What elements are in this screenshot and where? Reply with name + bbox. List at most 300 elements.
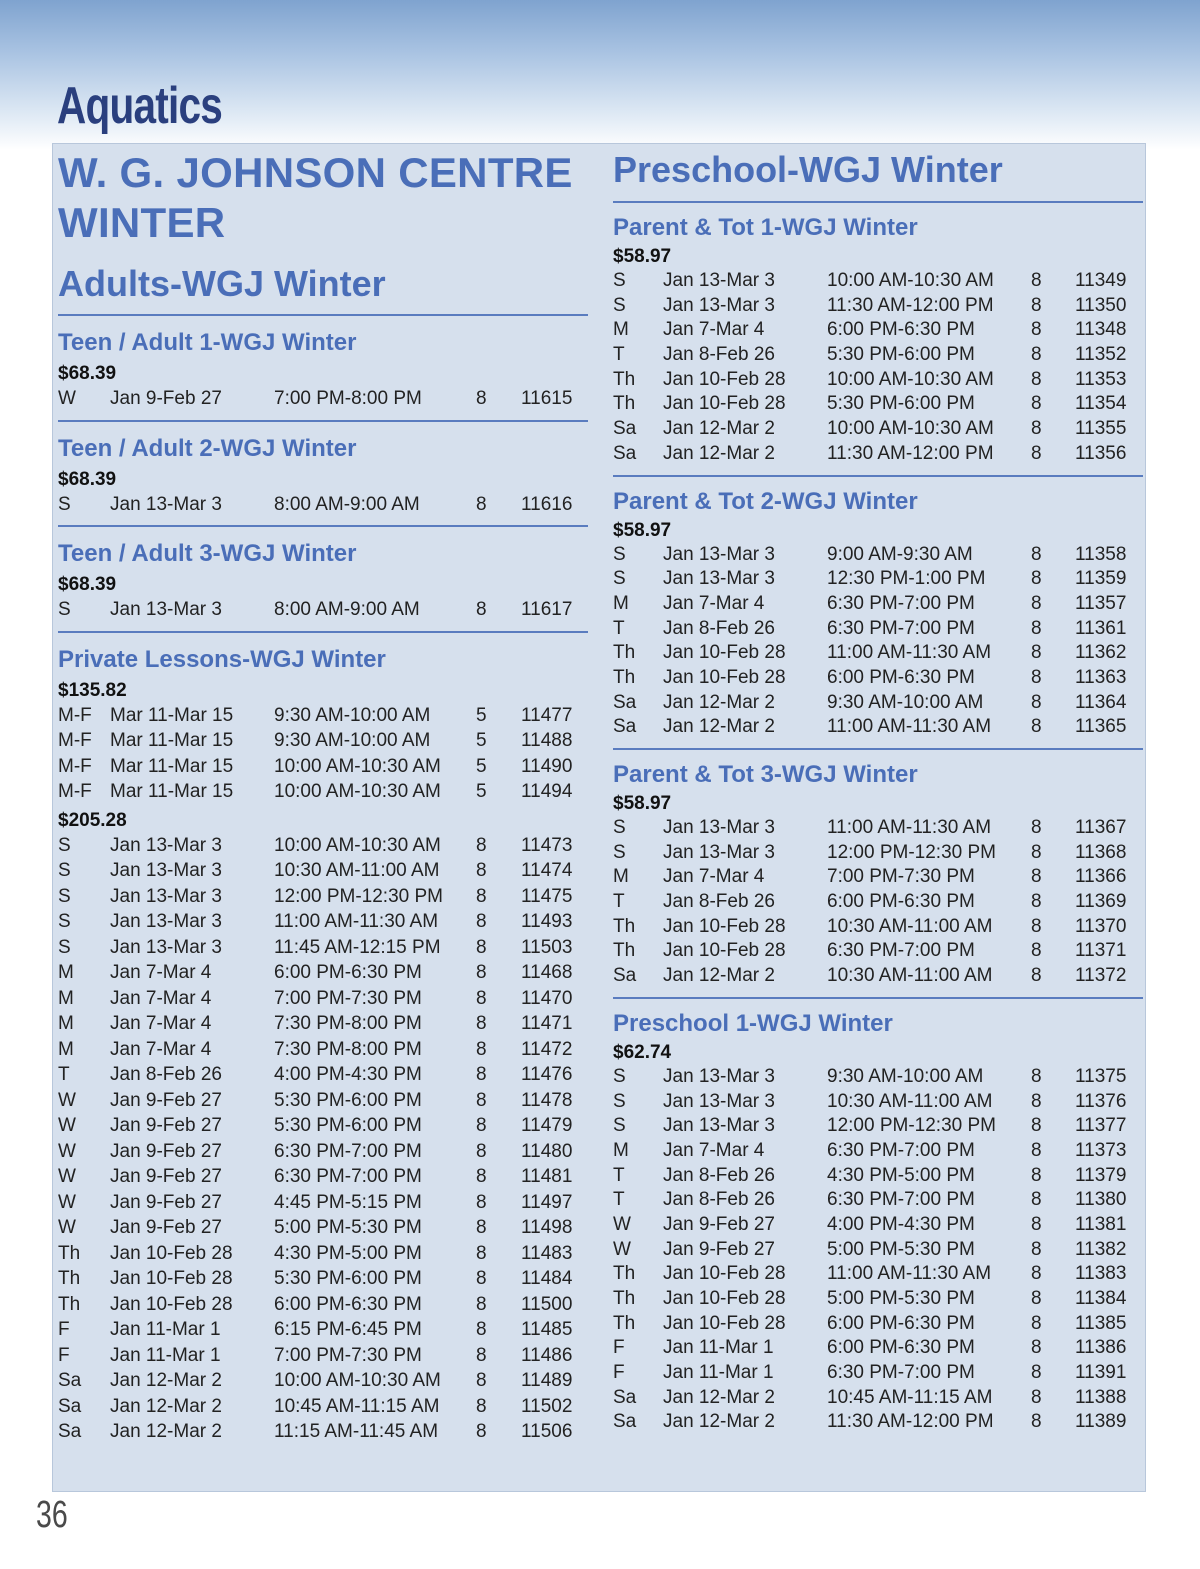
dates-cell: Jan 7-Mar 4 bbox=[110, 1013, 212, 1034]
dates-cell: Mar 11-Mar 15 bbox=[110, 704, 234, 726]
sessions-cell: 8 bbox=[1031, 866, 1042, 888]
dates-cell: Jan 7-Mar 4 bbox=[110, 1038, 212, 1060]
schedule-row bbox=[58, 1139, 588, 1165]
schedule-row bbox=[58, 1317, 588, 1343]
course-code-cell: 11479 bbox=[521, 1115, 573, 1136]
sessions-cell: 8 bbox=[476, 885, 487, 907]
sessions-cell: 8 bbox=[476, 1293, 487, 1315]
schedule-row bbox=[58, 1394, 588, 1420]
sessions-cell: 8 bbox=[1031, 915, 1042, 937]
day-cell: S bbox=[613, 568, 626, 590]
sessions-cell: 8 bbox=[1031, 270, 1042, 291]
dates-cell: Jan 12-Mar 2 bbox=[110, 1370, 222, 1391]
dates-cell: Jan 11-Mar 1 bbox=[663, 1362, 774, 1384]
time-cell: 7:00 PM-7:30 PM bbox=[274, 1344, 422, 1366]
time-cell: 6:15 PM-6:45 PM bbox=[274, 1319, 422, 1340]
schedule-row bbox=[613, 1312, 1143, 1337]
schedule-row bbox=[613, 1262, 1143, 1287]
course-code-cell: 11474 bbox=[521, 860, 573, 881]
sessions-cell: 8 bbox=[1031, 319, 1042, 341]
price-label: $205.28 bbox=[58, 809, 127, 831]
day-cell: Sa bbox=[613, 418, 637, 440]
course-code-cell: 11484 bbox=[521, 1268, 573, 1289]
day-cell: S bbox=[58, 860, 71, 881]
course-code-cell: 11354 bbox=[1075, 393, 1127, 415]
time-cell: 7:00 PM-7:30 PM bbox=[274, 987, 422, 1009]
dates-cell: Jan 10-Feb 28 bbox=[663, 368, 786, 390]
course-code-cell: 11366 bbox=[1075, 866, 1127, 888]
time-cell: 6:00 PM-6:30 PM bbox=[827, 891, 975, 913]
schedule-row bbox=[613, 715, 1143, 740]
sessions-cell: 8 bbox=[1031, 1411, 1042, 1433]
sessions-cell: 5 bbox=[476, 781, 487, 802]
day-cell: M bbox=[58, 987, 74, 1009]
day-cell: Sa bbox=[613, 691, 637, 713]
schedule-row bbox=[613, 269, 1143, 294]
course-code-cell: 11368 bbox=[1075, 841, 1127, 863]
dates-cell: Jan 12-Mar 2 bbox=[663, 418, 775, 440]
sessions-cell: 8 bbox=[476, 1344, 487, 1366]
price-label: $68.39 bbox=[58, 468, 117, 490]
dates-cell: Jan 9-Feb 27 bbox=[110, 1115, 222, 1136]
dates-cell: Jan 9-Feb 27 bbox=[110, 388, 222, 409]
class-title: Teen / Adult 1-WGJ Winter bbox=[58, 329, 357, 356]
dates-cell: Jan 13-Mar 3 bbox=[663, 1065, 775, 1087]
time-cell: 7:30 PM-8:00 PM bbox=[274, 1038, 422, 1060]
price-label: $58.97 bbox=[613, 519, 672, 541]
time-cell: 9:30 AM-10:00 AM bbox=[274, 704, 431, 726]
day-cell: Sa bbox=[613, 1386, 637, 1408]
group-title-preschool: Preschool-WGJ Winter bbox=[613, 149, 1003, 190]
day-cell: S bbox=[613, 817, 626, 838]
time-cell: 6:30 PM-7:00 PM bbox=[274, 1140, 422, 1162]
dates-cell: Mar 11-Mar 15 bbox=[110, 781, 234, 802]
course-code-cell: 11369 bbox=[1075, 891, 1127, 913]
schedule-row bbox=[58, 935, 588, 961]
dates-cell: Jan 12-Mar 2 bbox=[663, 716, 775, 738]
course-code-cell: 11386 bbox=[1075, 1337, 1127, 1359]
sessions-cell: 8 bbox=[1031, 1386, 1042, 1408]
course-code-cell: 11483 bbox=[521, 1242, 573, 1264]
dates-cell: Jan 8-Feb 26 bbox=[663, 1164, 775, 1186]
time-cell: 5:30 PM-6:00 PM bbox=[274, 1268, 422, 1289]
time-cell: 4:00 PM-4:30 PM bbox=[274, 1064, 422, 1085]
course-code-cell: 11488 bbox=[521, 730, 573, 751]
dates-cell: Jan 7-Mar 4 bbox=[663, 592, 765, 614]
dates-cell: Jan 10-Feb 28 bbox=[110, 1242, 233, 1264]
day-cell: Th bbox=[613, 940, 636, 962]
dates-cell: Jan 10-Feb 28 bbox=[663, 1263, 786, 1285]
schedule-row bbox=[58, 1164, 588, 1190]
day-cell: M-F bbox=[58, 704, 92, 726]
time-cell: 10:45 AM-11:15 AM bbox=[274, 1395, 440, 1417]
time-cell: 10:30 AM-11:00 AM bbox=[827, 1090, 993, 1112]
course-code-cell: 11357 bbox=[1075, 592, 1127, 614]
dates-cell: Jan 9-Feb 27 bbox=[663, 1213, 775, 1235]
time-cell: 10:30 AM-11:00 AM bbox=[827, 965, 993, 987]
time-cell: 6:00 PM-6:30 PM bbox=[274, 1293, 422, 1315]
schedule-row bbox=[613, 964, 1143, 989]
sessions-cell: 8 bbox=[476, 987, 487, 1009]
schedule-row bbox=[58, 728, 588, 754]
day-cell: W bbox=[58, 1140, 76, 1162]
schedule-panel bbox=[52, 143, 1146, 1492]
time-cell: 6:30 PM-7:00 PM bbox=[827, 617, 975, 639]
sessions-cell: 8 bbox=[476, 1421, 487, 1442]
time-cell: 5:30 PM-6:00 PM bbox=[827, 344, 975, 366]
sessions-cell: 8 bbox=[476, 1319, 487, 1340]
sessions-cell: 8 bbox=[1031, 1213, 1042, 1235]
day-cell: M bbox=[58, 1013, 74, 1034]
dates-cell: Jan 13-Mar 3 bbox=[663, 1090, 775, 1112]
schedule-row bbox=[58, 1037, 588, 1063]
dates-cell: Jan 10-Feb 28 bbox=[663, 915, 786, 937]
dates-cell: Jan 7-Mar 4 bbox=[663, 319, 765, 341]
sessions-cell: 8 bbox=[476, 599, 487, 620]
time-cell: 9:30 AM-10:00 AM bbox=[827, 1065, 984, 1087]
price-block bbox=[58, 362, 588, 416]
price-block bbox=[613, 1041, 1143, 1439]
time-cell: 8:00 AM-9:00 AM bbox=[274, 493, 420, 515]
dates-cell: Jan 12-Mar 2 bbox=[110, 1395, 222, 1417]
time-cell: 7:30 PM-8:00 PM bbox=[274, 1013, 422, 1034]
time-cell: 5:00 PM-5:30 PM bbox=[274, 1217, 422, 1238]
course-code-cell: 11355 bbox=[1075, 418, 1127, 440]
day-cell: Th bbox=[613, 1288, 636, 1309]
price-label: $68.39 bbox=[58, 363, 117, 384]
dates-cell: Jan 13-Mar 3 bbox=[663, 294, 775, 316]
sessions-cell: 8 bbox=[1031, 1312, 1042, 1334]
schedule-row bbox=[613, 567, 1143, 592]
course-code-cell: 11371 bbox=[1075, 940, 1127, 962]
schedule-row bbox=[613, 939, 1143, 964]
course-code-cell: 11489 bbox=[521, 1370, 573, 1391]
schedule-row bbox=[613, 841, 1143, 866]
schedule-row bbox=[58, 986, 588, 1012]
dates-cell: Jan 9-Feb 27 bbox=[663, 1238, 775, 1260]
sessions-cell: 8 bbox=[476, 1115, 487, 1136]
time-cell: 10:00 AM-10:30 AM bbox=[274, 834, 441, 856]
sessions-cell: 8 bbox=[1031, 393, 1042, 415]
price-block bbox=[613, 792, 1143, 993]
time-cell: 10:00 AM-10:30 AM bbox=[827, 368, 994, 390]
day-cell: T bbox=[613, 1189, 625, 1211]
dates-cell: Jan 7-Mar 4 bbox=[663, 866, 765, 888]
dates-cell: Jan 10-Feb 28 bbox=[663, 393, 786, 415]
time-cell: 11:30 AM-12:00 PM bbox=[827, 442, 994, 464]
course-code-cell: 11472 bbox=[521, 1038, 573, 1060]
dates-cell: Jan 9-Feb 27 bbox=[110, 1166, 222, 1187]
course-code-cell: 11500 bbox=[521, 1293, 573, 1315]
day-cell: F bbox=[613, 1337, 625, 1359]
sessions-cell: 8 bbox=[476, 962, 487, 983]
class-section bbox=[613, 477, 1143, 745]
day-cell: S bbox=[613, 1065, 626, 1087]
sessions-cell: 8 bbox=[476, 1191, 487, 1213]
day-cell: Sa bbox=[58, 1395, 82, 1417]
day-cell: Th bbox=[613, 1263, 636, 1285]
schedule-row bbox=[58, 703, 588, 729]
centre-title-line1: W. G. JOHNSON CENTRE bbox=[58, 149, 573, 196]
schedule-row bbox=[58, 386, 588, 412]
time-cell: 10:00 AM-10:30 AM bbox=[274, 781, 441, 802]
sessions-cell: 8 bbox=[476, 834, 487, 856]
schedule-row bbox=[613, 1410, 1143, 1435]
schedule-row bbox=[58, 1266, 588, 1292]
schedule-row bbox=[613, 442, 1143, 467]
dates-cell: Jan 13-Mar 3 bbox=[663, 817, 775, 838]
schedule-row bbox=[613, 865, 1143, 890]
time-cell: 10:30 AM-11:00 AM bbox=[827, 915, 993, 937]
day-cell: S bbox=[58, 885, 71, 907]
sessions-cell: 8 bbox=[1031, 1288, 1042, 1309]
sessions-cell: 8 bbox=[1031, 1263, 1042, 1285]
course-code-cell: 11493 bbox=[521, 911, 573, 932]
schedule-row bbox=[613, 666, 1143, 691]
class-section bbox=[58, 527, 588, 627]
sessions-cell: 5 bbox=[476, 704, 487, 726]
sessions-cell: 8 bbox=[1031, 716, 1042, 738]
day-cell: W bbox=[58, 1115, 76, 1136]
dates-cell: Jan 10-Feb 28 bbox=[110, 1268, 233, 1289]
sessions-cell: 8 bbox=[476, 1038, 487, 1060]
course-code-cell: 11470 bbox=[521, 987, 573, 1009]
course-code-cell: 11473 bbox=[521, 834, 573, 856]
sessions-cell: 8 bbox=[1031, 368, 1042, 390]
course-code-cell: 11498 bbox=[521, 1217, 573, 1238]
day-cell: W bbox=[58, 1166, 76, 1187]
dates-cell: Jan 9-Feb 27 bbox=[110, 1089, 222, 1111]
time-cell: 10:30 AM-11:00 AM bbox=[274, 860, 440, 881]
schedule-row bbox=[613, 543, 1143, 568]
day-cell: Th bbox=[58, 1268, 81, 1289]
schedule-row bbox=[58, 1419, 588, 1445]
time-cell: 11:30 AM-12:00 PM bbox=[827, 294, 994, 316]
schedule-row bbox=[613, 368, 1143, 393]
class-title: Private Lessons-WGJ Winter bbox=[58, 645, 386, 673]
dates-cell: Jan 13-Mar 3 bbox=[110, 834, 222, 856]
time-cell: 9:00 AM-9:30 AM bbox=[827, 543, 973, 565]
sessions-cell: 8 bbox=[1031, 442, 1042, 464]
time-cell: 6:30 PM-7:00 PM bbox=[827, 592, 975, 614]
day-cell: M-F bbox=[58, 730, 92, 751]
course-code-cell: 11356 bbox=[1075, 442, 1127, 464]
sessions-cell: 8 bbox=[1031, 940, 1042, 962]
time-cell: 6:30 PM-7:00 PM bbox=[827, 940, 975, 962]
sessions-cell: 8 bbox=[1031, 891, 1042, 913]
schedule-row bbox=[58, 1088, 588, 1114]
dates-cell: Jan 7-Mar 4 bbox=[663, 1139, 765, 1161]
dates-cell: Jan 13-Mar 3 bbox=[110, 885, 222, 907]
time-cell: 10:00 AM-10:30 AM bbox=[274, 755, 441, 777]
dates-cell: Jan 10-Feb 28 bbox=[663, 1312, 786, 1334]
schedule-row bbox=[58, 909, 588, 935]
day-cell: F bbox=[613, 1362, 625, 1384]
schedule-row bbox=[613, 641, 1143, 666]
schedule-row bbox=[613, 1090, 1143, 1115]
day-cell: S bbox=[613, 1090, 626, 1112]
time-cell: 11:00 AM-11:30 AM bbox=[827, 716, 992, 738]
dates-cell: Jan 13-Mar 3 bbox=[663, 568, 775, 590]
sessions-cell: 8 bbox=[476, 1395, 487, 1417]
course-code-cell: 11348 bbox=[1075, 319, 1127, 341]
course-code-cell: 11503 bbox=[521, 936, 573, 958]
time-cell: 11:00 AM-11:30 AM bbox=[274, 911, 439, 932]
day-cell: Th bbox=[613, 1312, 636, 1334]
dates-cell: Jan 12-Mar 2 bbox=[663, 1386, 775, 1408]
class-section bbox=[58, 316, 588, 416]
time-cell: 9:30 AM-10:00 AM bbox=[827, 691, 984, 713]
sessions-cell: 5 bbox=[476, 755, 487, 777]
dates-cell: Jan 12-Mar 2 bbox=[110, 1421, 222, 1442]
course-code-cell: 11363 bbox=[1075, 666, 1127, 688]
class-list-adults bbox=[58, 316, 588, 1449]
time-cell: 4:00 PM-4:30 PM bbox=[827, 1213, 975, 1235]
time-cell: 11:00 AM-11:30 AM bbox=[827, 642, 992, 664]
price-label: $135.82 bbox=[58, 679, 127, 701]
sessions-cell: 8 bbox=[476, 860, 487, 881]
sessions-cell: 8 bbox=[476, 1140, 487, 1162]
day-cell: T bbox=[58, 1064, 70, 1085]
schedule-row bbox=[58, 1113, 588, 1139]
time-cell: 12:00 PM-12:30 PM bbox=[274, 885, 443, 907]
schedule-row bbox=[58, 960, 588, 986]
day-cell: W bbox=[613, 1213, 631, 1235]
time-cell: 6:30 PM-7:00 PM bbox=[827, 1139, 975, 1161]
dates-cell: Jan 11-Mar 1 bbox=[110, 1344, 221, 1366]
sessions-cell: 8 bbox=[476, 1242, 487, 1264]
dates-cell: Jan 11-Mar 1 bbox=[663, 1337, 774, 1359]
time-cell: 4:45 PM-5:15 PM bbox=[274, 1191, 422, 1213]
schedule-row bbox=[613, 691, 1143, 716]
schedule-row bbox=[613, 294, 1143, 319]
dates-cell: Jan 10-Feb 28 bbox=[663, 1288, 786, 1309]
class-section bbox=[58, 633, 588, 1449]
day-cell: Th bbox=[613, 368, 636, 390]
time-cell: 5:30 PM-6:00 PM bbox=[274, 1089, 422, 1111]
sessions-cell: 8 bbox=[1031, 294, 1042, 316]
time-cell: 12:00 PM-12:30 PM bbox=[827, 841, 996, 863]
sessions-cell: 8 bbox=[1031, 592, 1042, 614]
course-code-cell: 11617 bbox=[521, 599, 573, 620]
day-cell: S bbox=[58, 911, 71, 932]
page-number: 36 bbox=[36, 1494, 68, 1536]
group-title-adults: Adults-WGJ Winter bbox=[58, 263, 386, 304]
course-code-cell: 11506 bbox=[521, 1421, 573, 1442]
schedule-row bbox=[613, 1238, 1143, 1263]
price-block bbox=[58, 679, 588, 809]
schedule-row bbox=[613, 617, 1143, 642]
dates-cell: Jan 9-Feb 27 bbox=[110, 1140, 222, 1162]
schedule-row bbox=[613, 343, 1143, 368]
time-cell: 4:30 PM-5:00 PM bbox=[827, 1164, 975, 1186]
time-cell: 11:00 AM-11:30 AM bbox=[827, 817, 992, 838]
course-code-cell: 11389 bbox=[1075, 1411, 1127, 1433]
sessions-cell: 8 bbox=[476, 388, 487, 409]
day-cell: M bbox=[613, 866, 629, 888]
day-cell: T bbox=[613, 1164, 625, 1186]
schedule-row bbox=[613, 890, 1143, 915]
day-cell: T bbox=[613, 891, 625, 913]
time-cell: 4:30 PM-5:00 PM bbox=[274, 1242, 422, 1264]
course-code-cell: 11481 bbox=[521, 1166, 573, 1187]
class-title: Parent & Tot 2-WGJ Winter bbox=[613, 487, 918, 515]
section-heading: Aquatics bbox=[57, 77, 223, 135]
day-cell: Th bbox=[58, 1242, 81, 1264]
sessions-cell: 8 bbox=[1031, 1362, 1042, 1384]
day-cell: M-F bbox=[58, 755, 92, 777]
dates-cell: Jan 8-Feb 26 bbox=[110, 1064, 222, 1085]
course-code-cell: 11365 bbox=[1075, 716, 1127, 738]
course-code-cell: 11471 bbox=[521, 1013, 573, 1034]
course-code-cell: 11372 bbox=[1075, 965, 1127, 987]
course-code-cell: 11485 bbox=[521, 1319, 573, 1340]
price-label: $58.97 bbox=[613, 793, 672, 814]
time-cell: 5:30 PM-6:00 PM bbox=[274, 1115, 422, 1136]
day-cell: Th bbox=[613, 666, 636, 688]
price-label: $68.39 bbox=[58, 574, 117, 595]
time-cell: 5:30 PM-6:00 PM bbox=[827, 393, 975, 415]
day-cell: Sa bbox=[613, 1411, 637, 1433]
course-code-cell: 11477 bbox=[521, 704, 573, 726]
sessions-cell: 8 bbox=[1031, 965, 1042, 987]
course-code-cell: 11384 bbox=[1075, 1288, 1127, 1309]
schedule-row bbox=[58, 1241, 588, 1267]
schedule-row bbox=[613, 592, 1143, 617]
course-code-cell: 11615 bbox=[521, 388, 573, 409]
dates-cell: Jan 7-Mar 4 bbox=[110, 962, 212, 983]
time-cell: 8:00 AM-9:00 AM bbox=[274, 599, 420, 620]
course-code-cell: 11502 bbox=[521, 1395, 573, 1417]
course-code-cell: 11490 bbox=[521, 755, 573, 777]
dates-cell: Jan 8-Feb 26 bbox=[663, 1189, 775, 1211]
day-cell: S bbox=[58, 936, 71, 958]
course-code-cell: 11383 bbox=[1075, 1263, 1127, 1285]
sessions-cell: 8 bbox=[1031, 642, 1042, 664]
schedule-row bbox=[613, 1336, 1143, 1361]
day-cell: S bbox=[613, 294, 626, 316]
course-code-cell: 11361 bbox=[1075, 617, 1127, 639]
day-cell: M bbox=[613, 319, 629, 341]
time-cell: 12:30 PM-1:00 PM bbox=[827, 568, 986, 590]
schedule-row bbox=[58, 1190, 588, 1216]
sessions-cell: 8 bbox=[1031, 344, 1042, 366]
price-block bbox=[613, 519, 1143, 745]
dates-cell: Jan 8-Feb 26 bbox=[663, 891, 775, 913]
dates-cell: Jan 12-Mar 2 bbox=[663, 965, 775, 987]
schedule-row bbox=[613, 1065, 1143, 1090]
time-cell: 7:00 PM-7:30 PM bbox=[827, 866, 975, 888]
sessions-cell: 8 bbox=[476, 1166, 487, 1187]
course-code-cell: 11352 bbox=[1075, 344, 1127, 366]
time-cell: 10:00 AM-10:30 AM bbox=[827, 418, 994, 440]
sessions-cell: 8 bbox=[476, 936, 487, 958]
sessions-cell: 5 bbox=[476, 730, 487, 751]
schedule-row bbox=[613, 318, 1143, 343]
price-label: $58.97 bbox=[613, 246, 672, 267]
sessions-cell: 8 bbox=[1031, 543, 1042, 565]
dates-cell: Mar 11-Mar 15 bbox=[110, 755, 234, 777]
centre-title-line2: WINTER bbox=[58, 199, 226, 246]
sessions-cell: 8 bbox=[1031, 418, 1042, 440]
class-section bbox=[58, 422, 588, 522]
course-code-cell: 11475 bbox=[521, 885, 573, 907]
dates-cell: Jan 9-Feb 27 bbox=[110, 1217, 222, 1238]
sessions-cell: 8 bbox=[1031, 1065, 1042, 1087]
time-cell: 7:00 PM-8:00 PM bbox=[274, 388, 422, 409]
sessions-cell: 8 bbox=[1031, 1139, 1042, 1161]
day-cell: Th bbox=[613, 393, 636, 415]
